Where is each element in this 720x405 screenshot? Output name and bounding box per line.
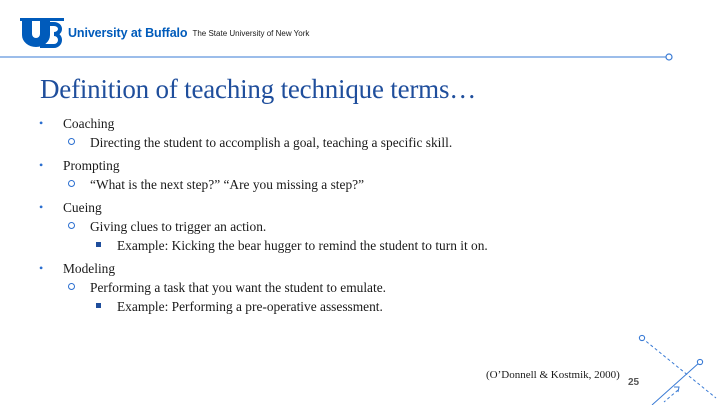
example-text: Example: Performing a pre-operative assessment. — [117, 299, 383, 314]
sub-item — [63, 218, 658, 254]
bullet-icon: • — [39, 116, 44, 130]
circle-bullet-icon — [68, 283, 75, 290]
slide-header — [20, 18, 309, 48]
sub-item — [63, 279, 658, 315]
university-name: University at Buffalo — [68, 26, 188, 40]
square-bullet-icon — [96, 303, 101, 308]
circle-bullet-icon — [68, 180, 75, 187]
sub-item — [63, 176, 658, 193]
circle-bullet-icon — [68, 222, 75, 229]
term-label: Coaching — [63, 116, 115, 131]
bullet-icon: • — [39, 158, 44, 172]
bullet-icon: • — [39, 261, 44, 275]
sub-item-text: “What is the next step?” “Are you missing a step?” — [90, 177, 365, 192]
term-label: Modeling — [63, 261, 116, 276]
term-label: Cueing — [63, 200, 102, 215]
citation: (O’Donnell & Kostmik, 2000) — [486, 369, 620, 381]
page-number: 25 — [628, 377, 640, 388]
decorative-lines-icon — [630, 330, 720, 405]
term-list — [38, 115, 658, 321]
list-item-prompting — [38, 157, 658, 193]
university-subtitle: The State University of New York — [192, 28, 310, 38]
header-rule — [0, 50, 720, 66]
list-item-cueing — [38, 199, 658, 254]
list-item-modeling — [38, 260, 658, 315]
ub-logo-icon — [20, 18, 64, 48]
slide-title: Definition of teaching technique terms… — [40, 74, 477, 104]
example-item — [90, 237, 658, 254]
term-label: Prompting — [63, 158, 120, 173]
square-bullet-icon — [96, 242, 101, 247]
list-item-coaching — [38, 115, 658, 151]
sub-item — [63, 134, 658, 151]
sub-item-text: Directing the student to accomplish a goal, teaching a specific skill. — [90, 135, 453, 150]
bullet-icon: • — [39, 200, 44, 214]
example-item — [90, 298, 658, 315]
circle-bullet-icon — [68, 138, 75, 145]
example-text: Example: Kicking the bear hugger to remind the student to turn it on. — [117, 238, 488, 253]
sub-item-text: Performing a task that you want the student to emulate. — [90, 280, 387, 295]
sub-item-text: Giving clues to trigger an action. — [90, 219, 267, 234]
